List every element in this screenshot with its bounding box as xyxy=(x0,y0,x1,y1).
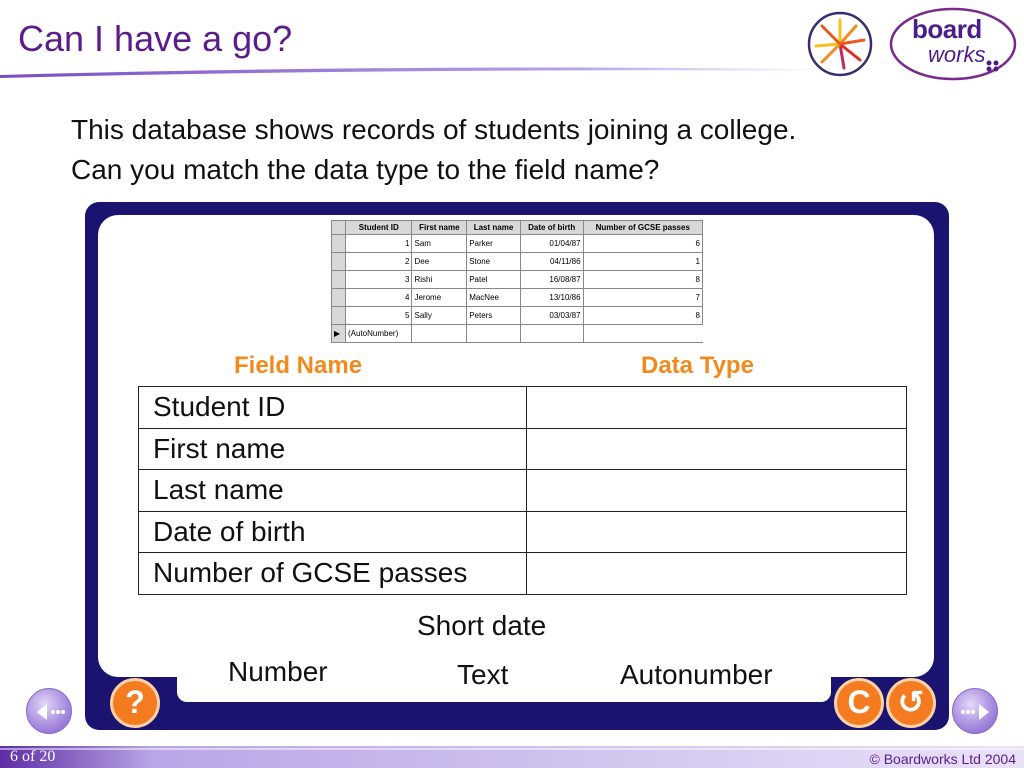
draggable-option-short-date[interactable]: Short date xyxy=(417,610,547,641)
boardworks-sun-logo xyxy=(806,10,874,78)
draggable-option-number[interactable]: Number xyxy=(228,656,328,687)
data-type-drop-target[interactable] xyxy=(526,511,906,553)
table-cell[interactable]: Rishi xyxy=(412,271,467,289)
field-name-cell: Student ID xyxy=(139,387,527,429)
column-header[interactable]: Last name xyxy=(467,221,521,235)
table-row xyxy=(332,253,703,271)
data-type-header: Data Type xyxy=(641,352,754,379)
match-row xyxy=(139,511,907,553)
data-type-drop-target[interactable] xyxy=(526,387,906,429)
copyright-notice: © Boardworks Ltd 2004 xyxy=(869,751,1016,767)
table-cell[interactable] xyxy=(583,325,702,343)
table-cell[interactable]: 4 xyxy=(346,289,412,307)
column-header[interactable]: Number of GCSE passes xyxy=(583,221,702,235)
field-name-header: Field Name xyxy=(234,352,363,379)
draggable-option-text[interactable]: Text xyxy=(457,659,509,690)
table-cell[interactable]: MacNee xyxy=(467,289,521,307)
table-cell[interactable]: 5 xyxy=(346,307,412,325)
table-cell[interactable]: 3 xyxy=(346,271,412,289)
row-selector[interactable] xyxy=(332,307,346,325)
match-row xyxy=(139,470,907,512)
title-underline xyxy=(0,66,820,78)
logo-works-text: works xyxy=(928,42,986,67)
arrow-right-icon xyxy=(953,689,999,735)
row-selector[interactable] xyxy=(332,253,346,271)
table-cell[interactable]: 6 xyxy=(583,235,702,253)
table-row xyxy=(332,271,703,289)
match-row xyxy=(139,553,907,595)
student-records-table xyxy=(331,220,703,343)
next-slide-button[interactable] xyxy=(952,688,998,734)
table-cell[interactable]: 1 xyxy=(583,253,702,271)
page-number: 6 of 20 xyxy=(10,748,56,765)
intro-text xyxy=(71,110,991,190)
logo-board-text: board xyxy=(912,14,982,44)
table-cell[interactable]: Sam xyxy=(412,235,467,253)
table-cell[interactable]: 1 xyxy=(346,235,412,253)
table-cell[interactable] xyxy=(412,325,467,343)
table-cell[interactable]: Patel xyxy=(467,271,521,289)
row-selector[interactable] xyxy=(332,235,346,253)
column-header[interactable]: Date of birth xyxy=(520,221,583,235)
slide-title: Can I have a go? xyxy=(18,18,293,59)
table-cell[interactable]: 04/11/86 xyxy=(520,253,583,271)
field-name-cell: First name xyxy=(139,428,527,470)
autonumber-placeholder[interactable]: (AutoNumber) xyxy=(346,325,412,343)
table-cell[interactable]: Dee xyxy=(412,253,467,271)
column-header[interactable]: First name xyxy=(412,221,467,235)
match-row xyxy=(139,428,907,470)
column-header[interactable]: Student ID xyxy=(346,221,412,235)
table-cell[interactable]: Sally xyxy=(412,307,467,325)
table-cell[interactable]: 8 xyxy=(583,307,702,325)
table-cell[interactable]: Peters xyxy=(467,307,521,325)
table-cell[interactable] xyxy=(467,325,521,343)
table-row xyxy=(332,307,703,325)
new-record-row xyxy=(332,325,703,343)
table-cell[interactable]: Stone xyxy=(467,253,521,271)
reset-button[interactable]: ↺ xyxy=(886,678,936,728)
current-record-arrow-icon: ▶ xyxy=(332,325,346,343)
row-selector[interactable] xyxy=(332,289,346,307)
table-cell[interactable]: 16/08/87 xyxy=(520,271,583,289)
table-cell[interactable]: 03/03/87 xyxy=(520,307,583,325)
data-type-drop-target[interactable] xyxy=(526,428,906,470)
table-cell[interactable]: 8 xyxy=(583,271,702,289)
row-selector[interactable] xyxy=(332,271,346,289)
table-cell[interactable]: 01/04/87 xyxy=(520,235,583,253)
help-button[interactable]: ? xyxy=(110,678,160,728)
table-cell[interactable] xyxy=(520,325,583,343)
table-cell[interactable]: 13/10/86 xyxy=(520,289,583,307)
row-selector-header xyxy=(332,221,346,235)
data-type-drop-target[interactable] xyxy=(526,470,906,512)
table-row xyxy=(332,289,703,307)
arrow-left-icon xyxy=(27,689,73,735)
matching-table xyxy=(138,386,907,595)
match-row xyxy=(139,387,907,429)
field-name-cell: Last name xyxy=(139,470,527,512)
intro-line-2: Can you match the data type to the field name? xyxy=(71,154,660,185)
table-cell[interactable]: 2 xyxy=(346,253,412,271)
table-cell[interactable]: Parker xyxy=(467,235,521,253)
previous-slide-button[interactable] xyxy=(26,688,72,734)
table-header-row xyxy=(332,221,703,235)
table-cell[interactable]: 7 xyxy=(583,289,702,307)
boardworks-logo xyxy=(888,6,1018,82)
data-type-drop-target[interactable] xyxy=(526,553,906,595)
table-cell[interactable]: Jerome xyxy=(412,289,467,307)
field-name-cell: Date of birth xyxy=(139,511,527,553)
clear-button[interactable]: C xyxy=(834,678,884,728)
draggable-option-autonumber[interactable]: Autonumber xyxy=(620,659,773,690)
intro-line-1: This database shows records of students joining a college. xyxy=(71,114,797,145)
table-row xyxy=(332,235,703,253)
field-name-cell: Number of GCSE passes xyxy=(139,553,527,595)
